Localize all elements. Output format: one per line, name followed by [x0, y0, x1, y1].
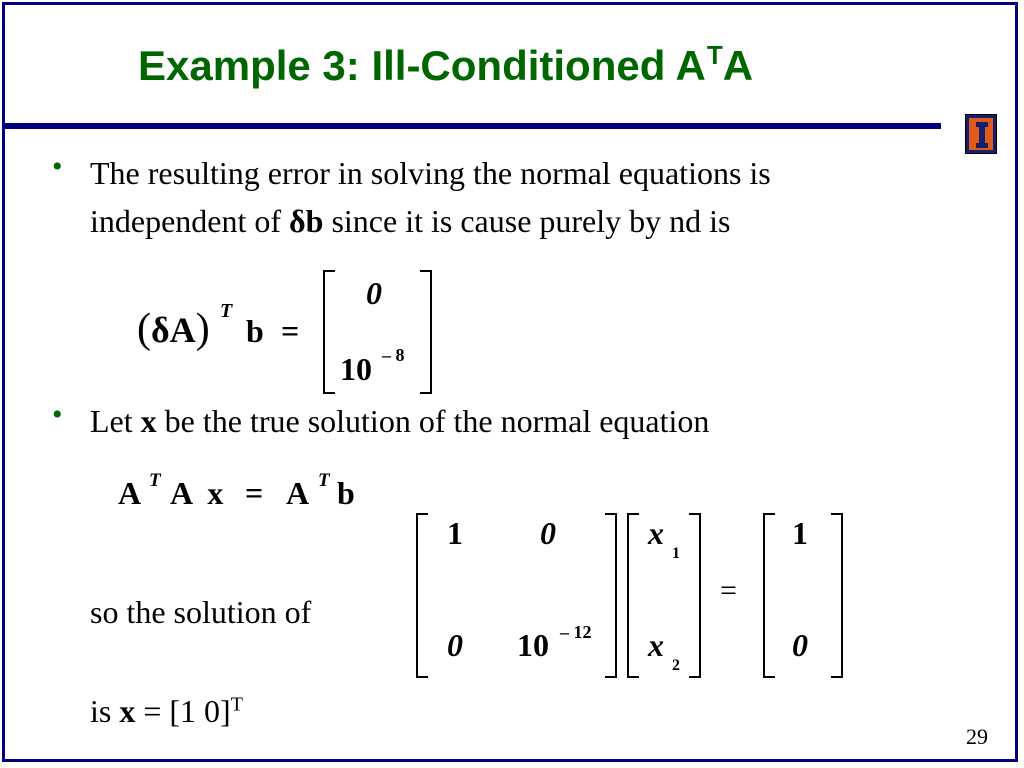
eq1-lhs-b: b	[246, 313, 264, 349]
matrix-a-22: 10	[517, 627, 549, 663]
bullet-2-text: Let x be the true solution of the normal equation	[90, 403, 710, 439]
eq1-equals: =	[281, 313, 300, 349]
eq1-bracket-left	[323, 270, 335, 394]
eq2-a2: A	[286, 475, 310, 511]
vector-rhs-bracket-left	[763, 513, 775, 678]
page-number: 29	[966, 724, 988, 749]
eq2-equals: =	[245, 475, 264, 511]
vector-x-2-sub: 2	[672, 657, 680, 674]
vector-rhs-bracket-right	[831, 513, 843, 678]
solution-statement: is x = [1 0]$^T$	[90, 693, 243, 729]
eq2-ax: A x	[170, 475, 224, 511]
university-block-i-icon	[965, 114, 997, 154]
eq2-b: b	[337, 475, 355, 511]
so-the-solution-text: so the solution of	[90, 594, 312, 630]
eq2-t: T	[149, 470, 161, 491]
eq1-vec-bot: 10	[340, 351, 372, 387]
vector-x-2: x	[648, 627, 664, 663]
eq1-bracket-right	[420, 270, 432, 394]
slide-title: Example 3: Ill-Conditioned $A^TA$	[138, 40, 754, 89]
vector-x-1-sub: 1	[672, 545, 680, 562]
bullet-1-line-1: The resulting error in solving the normal equations is	[90, 155, 771, 191]
bullet-icon: •	[52, 398, 63, 431]
matrix-a-21: 0	[447, 627, 463, 663]
matrix-equals: =	[720, 574, 737, 607]
vector-rhs-2: 0	[792, 627, 808, 663]
bullet-icon: •	[52, 150, 63, 183]
eq1-vec-top: 0	[366, 275, 382, 311]
eq2-a: A	[118, 475, 142, 511]
vector-x-bracket-left	[627, 513, 639, 678]
matrix-a-11: 1	[447, 515, 463, 551]
vector-rhs-1: 1	[792, 515, 808, 551]
bullet-1-line-2: independent of δb since it is cause purely by nd is	[90, 203, 731, 239]
eq1-lhs: (δA)	[137, 306, 210, 352]
eq1-lhs-sup: T	[220, 300, 233, 322]
matrix-a-bracket-right	[605, 513, 617, 678]
eq2-t2: T	[318, 470, 330, 491]
title-rule	[5, 123, 941, 129]
matrix-a-12: 0	[540, 515, 556, 551]
vector-x-1: x	[648, 515, 664, 551]
matrix-a-bracket-left	[416, 513, 428, 678]
slide-frame	[2, 2, 1018, 762]
vector-x-bracket-right	[689, 513, 701, 678]
matrix-a-22-exp: – 12	[560, 622, 592, 642]
eq1-vec-bot-exp: – 8	[382, 345, 405, 365]
